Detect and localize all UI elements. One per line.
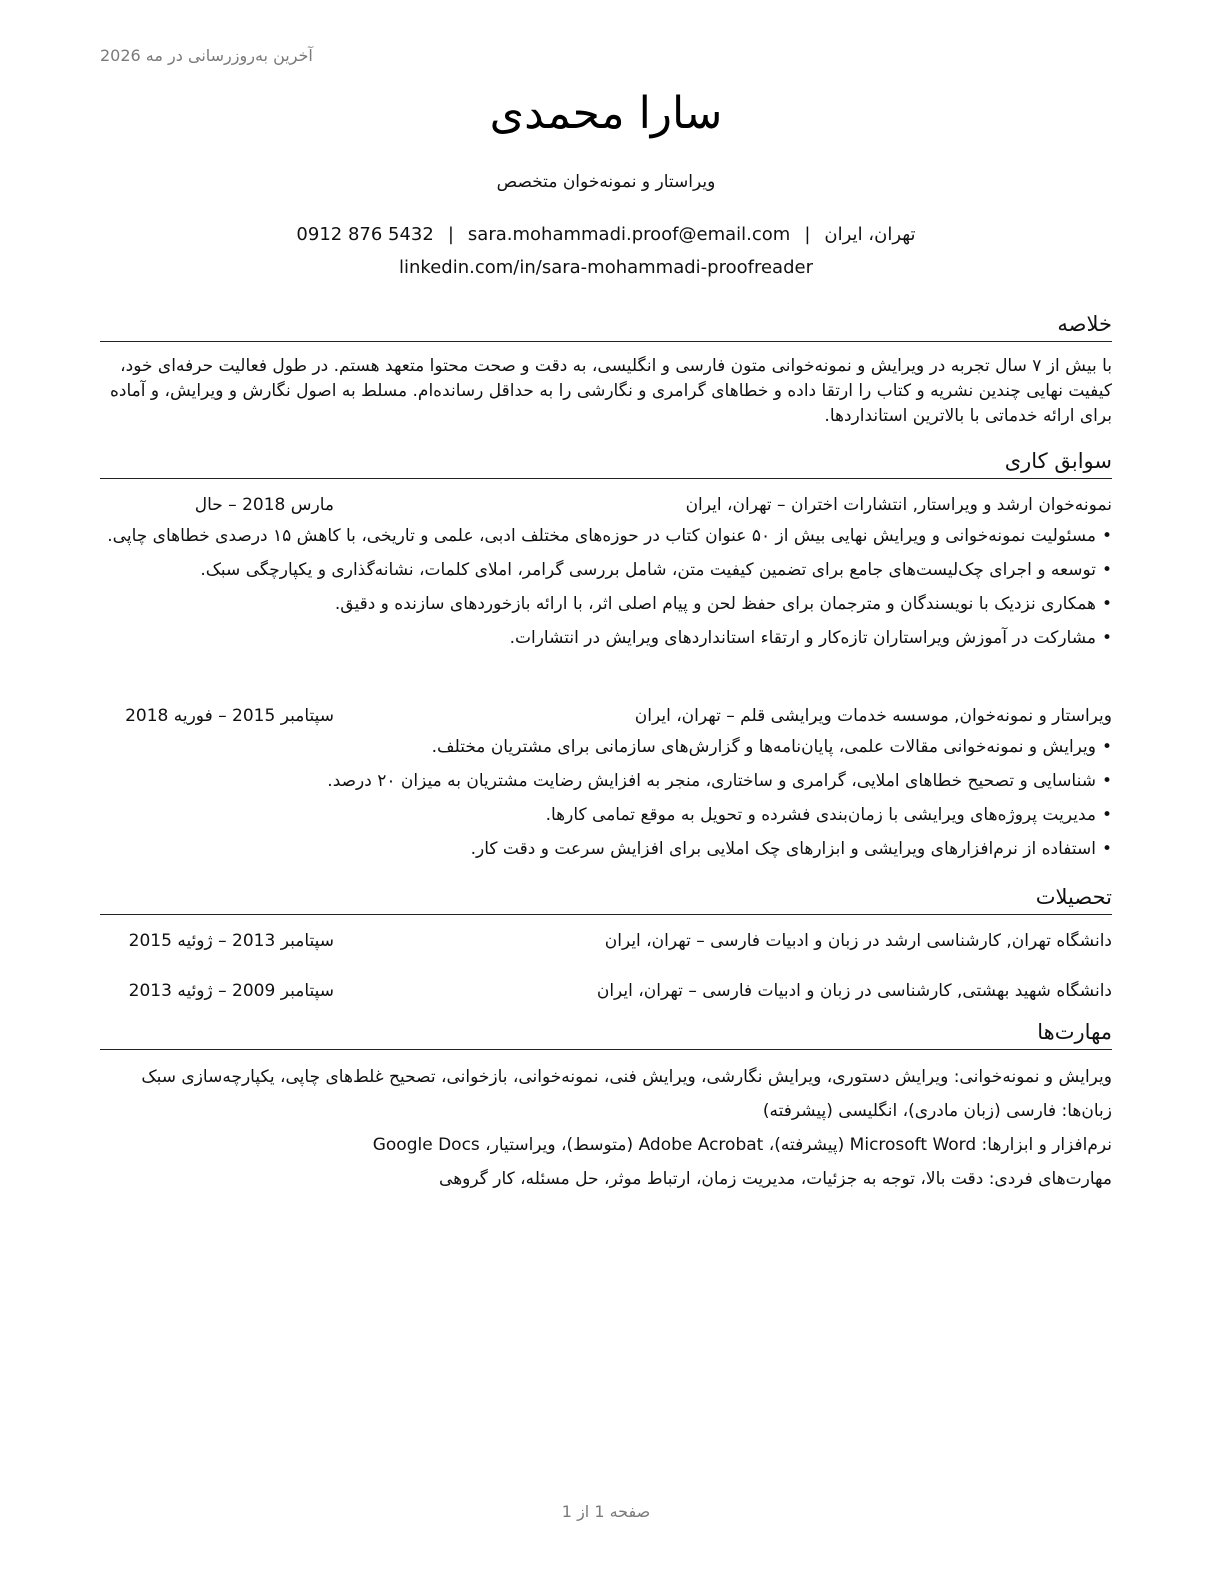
education-row-1 xyxy=(100,928,1112,954)
bullet-icon: • xyxy=(1101,560,1112,580)
bullet-icon: • xyxy=(1101,628,1112,648)
summary-heading: خلاصه xyxy=(100,310,1112,342)
skill-item: ویرایش و نمونه‌خوانی: ویرایش دستوری، ویرایش نگارشی، ویرایش فنی، نمونه‌خوانی، بازخوانی، تصحیح غلط‌های چاپی، یکپارچه‌سازی سبک xyxy=(141,1067,1112,1087)
last-updated-text: آخرین به‌روزرسانی در مه 2026 xyxy=(100,46,313,65)
list-item xyxy=(100,558,1112,582)
job-row-1 xyxy=(100,492,1112,518)
contact-separator: | xyxy=(447,224,454,245)
job-title-org: نمونه‌خوان ارشد و ویراستار, انتشارات اختران – تهران، ایران xyxy=(685,495,1112,515)
job-row-2 xyxy=(100,703,1112,729)
resume-page xyxy=(100,0,1112,1584)
education-heading: تحصیلات xyxy=(100,883,1112,915)
bullet-icon: • xyxy=(1101,526,1112,546)
bullet-text: مسئولیت نمونه‌خوانی و ویرایش نهایی بیش از ۵۰ عنوان کتاب در حوزه‌های مختلف ادبی، علمی و تاریخی، با کاهش ۱۵ درصدی خطاهای چاپی. xyxy=(107,526,1096,546)
bullet-icon: • xyxy=(1101,805,1112,825)
bullet-icon: • xyxy=(1101,771,1112,791)
skills-list xyxy=(100,1065,1112,1201)
skill-item: نرم‌افزار و ابزارها: Microsoft Word (پیشرفته)، Adobe Acrobat (متوسط)، ویراستیار، Google Docs xyxy=(372,1135,1112,1155)
job-1-bullets xyxy=(100,524,1112,660)
list-item xyxy=(100,769,1112,793)
bullet-icon: • xyxy=(1101,594,1112,614)
candidate-name: سارا محمدی xyxy=(489,88,723,139)
bullet-text: شناسایی و تصحیح خطاهای املایی، گرامری و ساختاری، منجر به افزایش رضایت مشتریان به میزان ۲۰ درصد. xyxy=(327,771,1096,791)
page-number: صفحه 1 از 1 xyxy=(561,1502,651,1521)
candidate-title: ویراستار و نمونه‌خوان متخصص xyxy=(496,172,716,192)
bullet-icon: • xyxy=(1101,839,1112,859)
education-date: سپتامبر 2009 – ژوئیه 2013 xyxy=(128,981,334,1001)
contact-separator: | xyxy=(804,224,811,245)
education-row-2 xyxy=(100,978,1112,1004)
skill-item: زبان‌ها: فارسی (زبان مادری)، انگلیسی (پیشرفته) xyxy=(762,1101,1112,1121)
summary-text: با بیش از ۷ سال تجربه در ویرایش و نمونه‌خوانی متون فارسی و انگلیسی، به دقت و صحت محتوا متعهد هستم. در طول فعالیت حرفه‌ای خود، کیفیت نهایی چندین نشریه و کتاب را ارتقا داده و خطاهای گرامری و نگارشی را به حداقل رسانده‌ام. مسلط به اصول نگارش و ویرایش، و آماده برای ارائه خدماتی با بالاترین استانداردها. xyxy=(110,356,1112,426)
bullet-icon: • xyxy=(1101,737,1112,757)
education-institution: دانشگاه تهران, کارشناسی ارشد در زبان و ادبیات فارسی – تهران، ایران xyxy=(604,931,1112,951)
skill-item: مهارت‌های فردی: دقت بالا، توجه به جزئیات، مدیریت زمان، ارتباط موثر، حل مسئله، کار گروهی xyxy=(439,1169,1112,1189)
linkedin-link[interactable]: linkedin.com/in/sara-mohammadi-proofreader xyxy=(399,257,813,278)
bullet-text: استفاده از نرم‌افزارهای ویرایشی و ابزارهای چک املایی برای افزایش سرعت و دقت کار. xyxy=(470,839,1096,859)
bullet-text: ویرایش و نمونه‌خوانی مقالات علمی، پایان‌نامه‌ها و گزارش‌های سازمانی برای مشتریان مختلف. xyxy=(431,737,1096,757)
job-date: سپتامبر 2015 – فوریه 2018 xyxy=(125,706,334,726)
bullet-text: مدیریت پروژه‌های ویرایشی با زمان‌بندی فشرده و تحویل به موقع تمامی کارها. xyxy=(545,805,1096,825)
list-item xyxy=(100,592,1112,616)
bullet-text: توسعه و اجرای چک‌لیست‌های جامع برای تضمین کیفیت متن، شامل بررسی گرامر، املای کلمات، نشانه‌گذاری و یکپارچگی سبک. xyxy=(200,560,1096,580)
job-date: مارس 2018 – حال xyxy=(194,495,334,515)
job-2-bullets xyxy=(100,735,1112,871)
experience-heading: سوابق کاری xyxy=(100,447,1112,479)
education-date: سپتامبر 2013 – ژوئیه 2015 xyxy=(128,931,334,951)
job-title-org: ویراستار و نمونه‌خوان, موسسه خدمات ویرایشی قلم – تهران، ایران xyxy=(634,706,1112,726)
skills-heading: مهارت‌ها xyxy=(100,1018,1112,1050)
education-institution: دانشگاه شهید بهشتی, کارشناسی در زبان و ادبیات فارسی – تهران، ایران xyxy=(596,981,1112,1001)
bullet-text: همکاری نزدیک با نویسندگان و مترجمان برای حفظ لحن و پیام اصلی اثر، با ارائه بازخوردهای سازنده و دقیق. xyxy=(334,594,1096,614)
list-item xyxy=(100,524,1112,548)
list-item xyxy=(100,735,1112,759)
list-item xyxy=(100,626,1112,650)
list-item xyxy=(100,837,1112,861)
phone-text: 0912 876 5432 xyxy=(296,224,434,245)
bullet-text: مشارکت در آموزش ویراستاران تازه‌کار و ارتقاء استانداردهای ویرایش در انتشارات. xyxy=(509,628,1096,648)
email-link[interactable]: sara.mohammadi.proof@email.com xyxy=(467,224,791,245)
list-item xyxy=(100,803,1112,827)
location-text: تهران، ایران xyxy=(824,224,916,245)
contact-line xyxy=(100,224,1112,245)
